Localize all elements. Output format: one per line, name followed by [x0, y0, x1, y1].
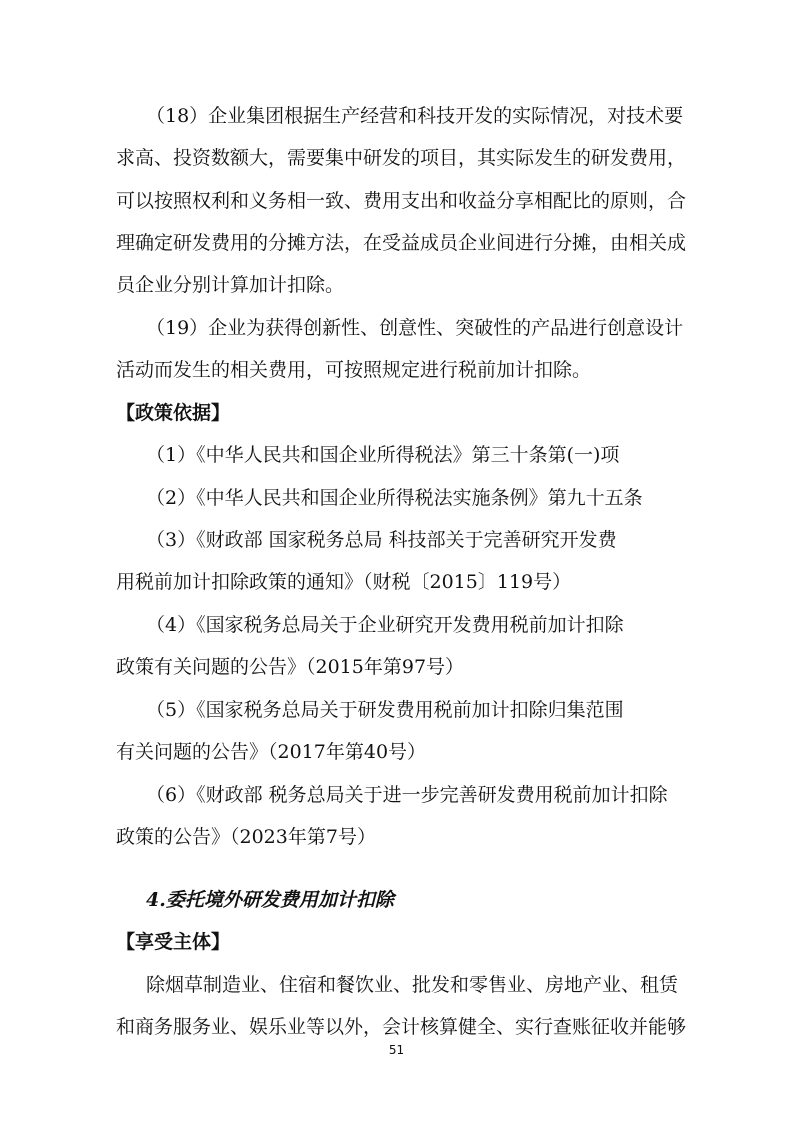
para19-line-1: （19）企业为获得创新性、创意性、突破性的产品进行创意设计: [146, 317, 684, 339]
policy-item: （4）《国家税务总局关于企业研究开发费用税前加计扣除: [146, 614, 624, 636]
subject-heading: 【享受主体】: [116, 931, 231, 953]
policy-item: （5）《国家税务总局关于研发费用税前加计扣除归集范围: [146, 699, 624, 721]
subject-line-2: 和商务服务业、娱乐业等以外，会计核算健全、实行查账征收并能够: [116, 1016, 687, 1038]
para18-line-3: 可以按照权利和义务相一致、费用支出和收益分享相配比的原则，合: [116, 190, 687, 212]
para18-line-1: （18）企业集团根据生产经营和科技开发的实际情况，对技术要: [146, 105, 684, 127]
para18-line-2: 求高、投资数额大，需要集中研发的项目，其实际发生的研发费用，: [116, 147, 687, 169]
para19-line-2: 活动而发生的相关费用，可按照规定进行税前加计扣除。: [116, 359, 592, 381]
para18-line-5: 员企业分别计算加计扣除。: [116, 274, 345, 296]
policy-item: （2）《中华人民共和国企业所得税法实施条例》第九十五条: [146, 487, 643, 509]
para18-line-4: 理确定研发费用的分摊方法，在受益成员企业间进行分摊，由相关成: [116, 232, 687, 254]
section-title: 4.委托境外研发费用加计扣除: [146, 889, 394, 911]
page-number: 51: [388, 1043, 405, 1057]
policy-basis-heading: 【政策依据】: [116, 402, 231, 424]
policy-item-cont: 政策的公告》（2023年第7号）: [116, 826, 376, 848]
policy-item: （1）《中华人民共和国企业所得税法》第三十条第(一)项: [146, 444, 620, 466]
policy-item-cont: 用税前加计扣除政策的通知》（财税〔2015〕119号）: [116, 571, 572, 593]
subject-line-1: 除烟草制造业、住宿和餐饮业、批发和零售业、房地产业、租赁: [146, 974, 679, 996]
policy-item-cont: 有关问题的公告》（2017年第40号）: [116, 741, 427, 763]
policy-item: （6）《财政部 税务总局关于进一步完善研发费用税前加计扣除: [146, 784, 668, 806]
policy-item-cont: 政策有关问题的公告》（2015年第97号）: [116, 656, 465, 678]
policy-item: （3）《财政部 国家税务总局 科技部关于完善研究开发费: [146, 529, 617, 551]
